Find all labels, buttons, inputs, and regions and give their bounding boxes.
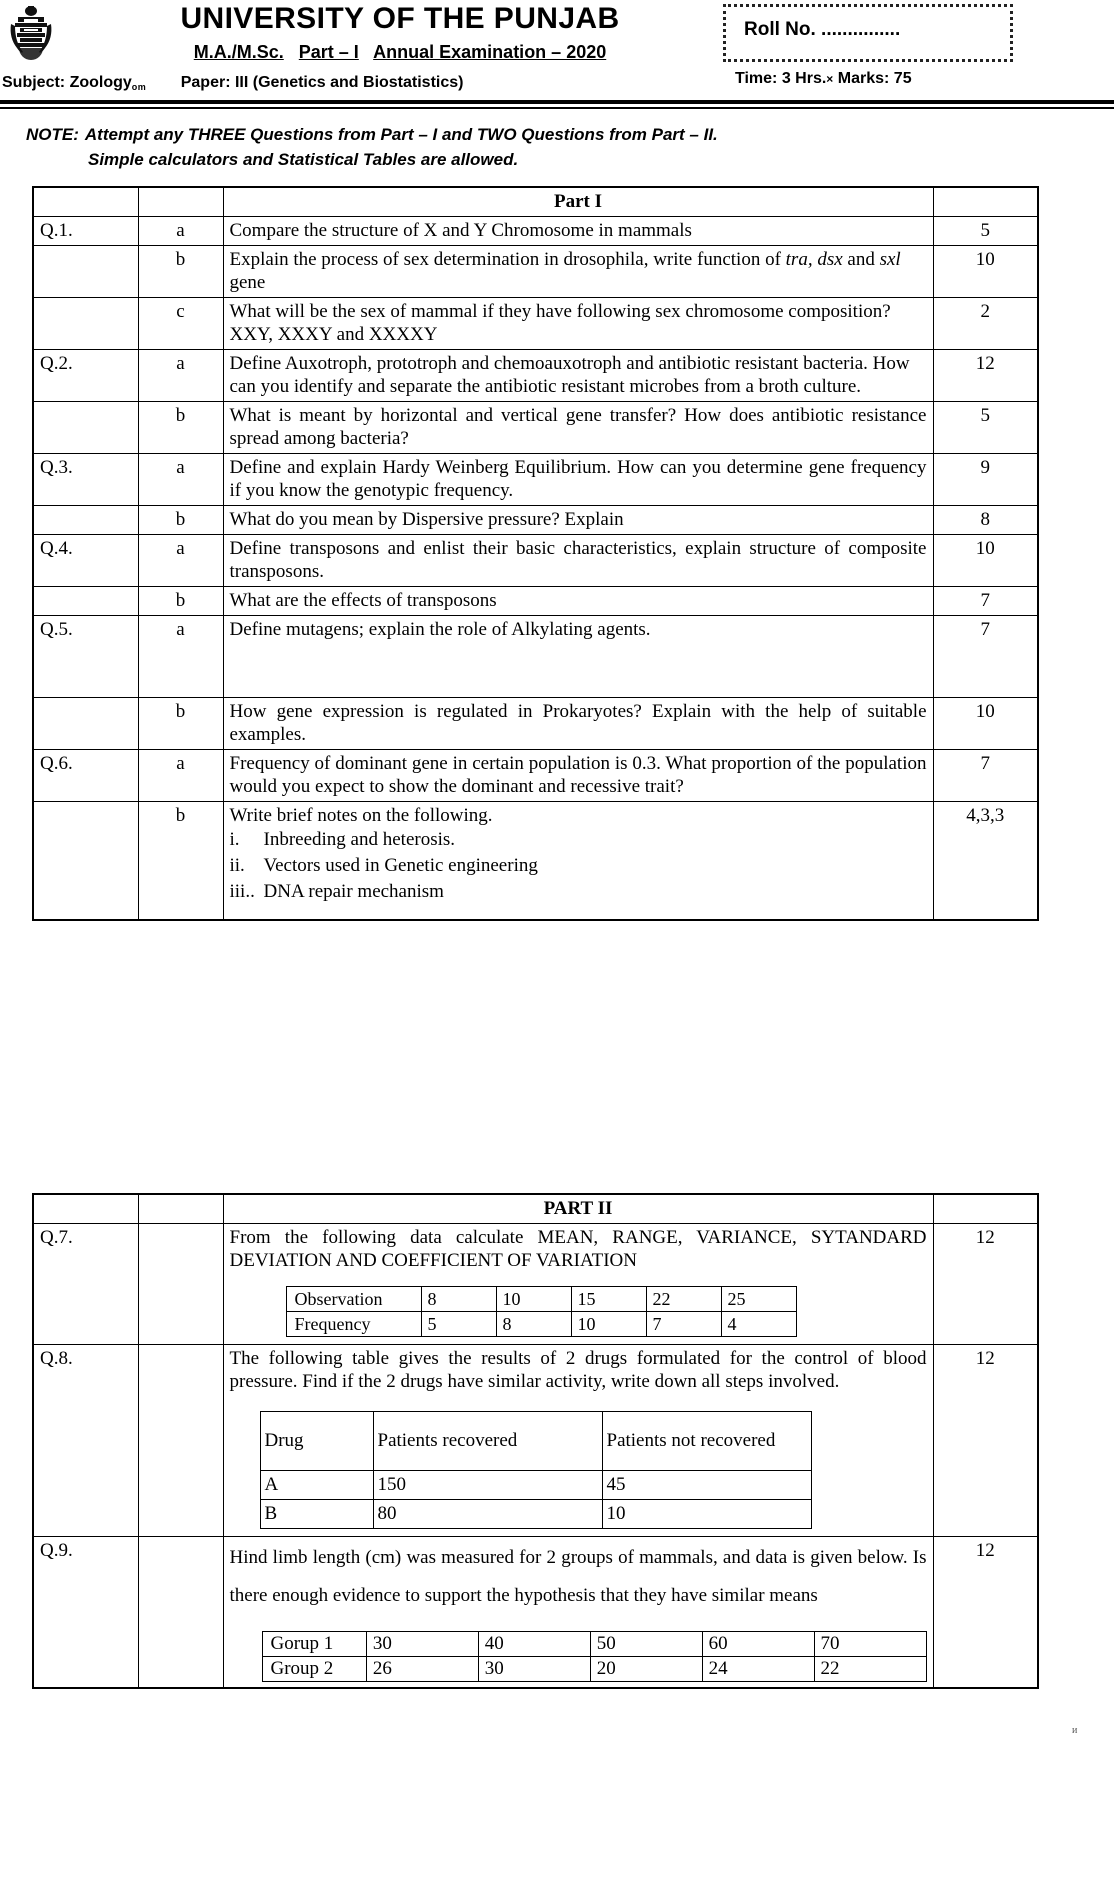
question-number	[33, 802, 138, 921]
paper-label: Paper: III (Genetics and Biostatistics)	[180, 74, 464, 91]
group-value: 30	[478, 1657, 590, 1682]
question-marks: 4,3,3	[933, 802, 1038, 921]
subject-line	[2, 74, 463, 92]
q1b-post: gene	[229, 272, 266, 293]
observation-value: 10	[496, 1287, 571, 1312]
frequency-value: 8	[496, 1312, 571, 1337]
q6b-intro: Write brief notes on the following.	[229, 805, 493, 826]
table-row	[33, 1537, 1038, 1689]
spacer-cell-part	[138, 1194, 223, 1224]
q1b-gene-1: tra, dsx	[785, 249, 843, 270]
question-marks: 12	[933, 1537, 1038, 1689]
question-marks: 8	[933, 506, 1038, 535]
subject-label: Subject: Zoology	[2, 74, 132, 91]
question-number	[33, 506, 138, 535]
question-part: a	[138, 217, 223, 246]
list-item-number: ii.	[229, 855, 245, 876]
part-2-table	[32, 1193, 1039, 1689]
question-part: b	[138, 506, 223, 535]
observation-value: 25	[721, 1287, 796, 1312]
question-body	[223, 802, 933, 921]
question-number: Q.6.	[33, 750, 138, 802]
question-body: What do you mean by Dispersive pressure? Explain	[223, 506, 933, 535]
question-marks: 5	[933, 402, 1038, 454]
exam-line	[90, 42, 710, 63]
time-marks-separator: ×	[826, 72, 834, 86]
header-divider	[0, 100, 1114, 109]
question-body: What will be the sex of mammal if they have following sex chromosome composition? XXY, XXXY and XXXXY	[223, 298, 933, 350]
question-marks: 7	[933, 750, 1038, 802]
question-body: How gene expression is regulated in Prokaryotes? Explain with the help of suitable examples.	[223, 698, 933, 750]
column-header-drug: Drug	[260, 1412, 373, 1471]
table-row	[286, 1287, 796, 1312]
frequency-value: 10	[571, 1312, 646, 1337]
table-row	[33, 454, 1038, 506]
question-marks: 9	[933, 454, 1038, 506]
question-marks: 2	[933, 298, 1038, 350]
divider-thick	[0, 100, 1114, 104]
exam-note	[26, 122, 1066, 172]
list-item	[230, 879, 927, 905]
observation-value: 15	[571, 1287, 646, 1312]
column-header-not-recovered: Patients not recovered	[602, 1412, 811, 1471]
part-1-table	[32, 186, 1039, 921]
time-label: Time: 3 Hrs.	[735, 70, 827, 87]
observation-value: 22	[646, 1287, 721, 1312]
spacer-cell-part	[138, 187, 223, 217]
question-number: Q.5.	[33, 616, 138, 698]
question-body	[223, 1345, 933, 1537]
question-number: Q.2.	[33, 350, 138, 402]
q6b-sublist	[230, 827, 927, 905]
question-body: Define transposons and enlist their basic characteristics, explain structure of composite transposons.	[223, 535, 933, 587]
group-value: 60	[702, 1632, 814, 1657]
frequency-label: Frequency	[286, 1312, 421, 1337]
question-part: b	[138, 802, 223, 921]
question-number: Q.7.	[33, 1224, 138, 1345]
question-part: b	[138, 587, 223, 616]
list-item-number: i.	[229, 829, 240, 850]
question-body	[223, 1224, 933, 1345]
exam-name: Annual Examination – 2020	[373, 42, 607, 62]
part-1-heading-row	[33, 187, 1038, 217]
page-header	[0, 0, 1114, 100]
q9-group-table	[262, 1631, 927, 1682]
table-row	[33, 506, 1038, 535]
question-number: Q.8.	[33, 1345, 138, 1537]
divider-thin	[0, 107, 1114, 109]
spacer-cell-q	[33, 1194, 138, 1224]
question-marks: 7	[933, 587, 1038, 616]
table-row	[33, 1345, 1038, 1537]
not-recovered-count: 45	[602, 1471, 811, 1500]
question-body	[223, 246, 933, 298]
table-row	[33, 246, 1038, 298]
not-recovered-count: 10	[602, 1500, 811, 1529]
q9-statement: Hind limb length (cm) was measured for 2 groups of mammals, and data is given below. Is there enough evidence to support the hypothesis that they have similar means	[229, 1547, 927, 1606]
question-number	[33, 698, 138, 750]
question-part: c	[138, 298, 223, 350]
spacer-cell-q	[33, 187, 138, 217]
subject-sub-mark: om	[131, 82, 147, 92]
question-body	[223, 1537, 933, 1689]
table-row	[33, 298, 1038, 350]
question-marks: 12	[933, 1224, 1038, 1345]
question-number: Q.4.	[33, 535, 138, 587]
question-marks: 10	[933, 535, 1038, 587]
table-row	[33, 587, 1038, 616]
frequency-value: 7	[646, 1312, 721, 1337]
question-part	[138, 1224, 223, 1345]
table-row	[286, 1312, 796, 1337]
table-row	[262, 1657, 926, 1682]
list-item-number: iii..	[229, 881, 255, 902]
part-2-heading: PART II	[223, 1194, 933, 1224]
q1b-gene-2: sxl	[879, 249, 901, 270]
question-part	[138, 1345, 223, 1537]
group-value: 40	[478, 1632, 590, 1657]
group-value: 30	[366, 1632, 478, 1657]
question-marks: 7	[933, 616, 1038, 698]
drug-name: A	[260, 1471, 373, 1500]
question-part: b	[138, 246, 223, 298]
table-row	[33, 1224, 1038, 1345]
question-part	[138, 1537, 223, 1689]
list-item	[230, 827, 927, 853]
question-body: Define Auxotroph, prototroph and chemoauxotroph and antibiotic resistant bacteria. How can you identify and separate the antibiotic resistant microbes from a broth culture.	[223, 350, 933, 402]
question-number: Q.3.	[33, 454, 138, 506]
question-body: Define and explain Hardy Weinberg Equilibrium. How can you determine gene frequency if you know the genotypic frequency.	[223, 454, 933, 506]
question-body: Compare the structure of X and Y Chromosome in mammals	[223, 217, 933, 246]
question-number	[33, 246, 138, 298]
part-1-heading: Part I	[223, 187, 933, 217]
frequency-value: 4	[721, 1312, 796, 1337]
table-row	[33, 535, 1038, 587]
question-number	[33, 402, 138, 454]
recovered-count: 150	[373, 1471, 602, 1500]
table-row	[33, 698, 1038, 750]
time-and-marks	[735, 70, 912, 88]
question-body: Define mutagens; explain the role of Alkylating agents.	[223, 616, 933, 698]
observation-label: Observation	[286, 1287, 421, 1312]
roll-no-label: Roll No. ...............	[744, 19, 901, 40]
question-body: Frequency of dominant gene in certain population is 0.3. What proportion of the population would you expect to show the dominant and recessive trait?	[223, 750, 933, 802]
question-marks: 12	[933, 1345, 1038, 1537]
marks-label: Marks: 75	[837, 70, 912, 87]
table-row	[33, 402, 1038, 454]
question-number	[33, 298, 138, 350]
question-marks: 12	[933, 350, 1038, 402]
q1b-pre: Explain the process of sex determination in drosophila, write function of	[229, 249, 786, 270]
part-2-heading-row	[33, 1194, 1038, 1224]
list-item	[230, 853, 927, 879]
q7-statement: From the following data calculate MEAN, RANGE, VARIANCE, SYTANDARD DEVIATION AND COEFFICIENT OF VARIATION	[229, 1227, 927, 1271]
q1b-mid: and	[842, 249, 880, 270]
group-value: 50	[590, 1632, 702, 1657]
list-item-label: Vectors used in Genetic engineering	[263, 855, 538, 876]
question-marks: 5	[933, 217, 1038, 246]
list-item-label: Inbreeding and heterosis.	[263, 829, 456, 850]
question-part: a	[138, 616, 223, 698]
spacer-cell-mark	[933, 1194, 1038, 1224]
recovered-count: 80	[373, 1500, 602, 1529]
column-header-recovered: Patients recovered	[373, 1412, 602, 1471]
exam-prefix: M.A./M.Sc.	[193, 42, 284, 62]
question-part: a	[138, 454, 223, 506]
q8-drug-table	[260, 1411, 812, 1529]
observation-value: 8	[421, 1287, 496, 1312]
table-row	[262, 1632, 926, 1657]
question-marks: 10	[933, 698, 1038, 750]
question-part: a	[138, 535, 223, 587]
question-body: What is meant by horizontal and vertical gene transfer? How does antibiotic resistance spread among bacteria?	[223, 402, 933, 454]
page-title: UNIVERSITY OF THE PUNJAB	[180, 2, 620, 35]
group-value: 22	[814, 1657, 926, 1682]
question-part: b	[138, 402, 223, 454]
group-value: 24	[702, 1657, 814, 1682]
question-part: b	[138, 698, 223, 750]
drug-name: B	[260, 1500, 373, 1529]
frequency-value: 5	[421, 1312, 496, 1337]
question-number	[33, 587, 138, 616]
group-value: 70	[814, 1632, 926, 1657]
question-number: Q.1.	[33, 217, 138, 246]
table-row	[260, 1500, 811, 1529]
group-label: Group 2	[262, 1657, 366, 1682]
question-marks: 10	[933, 246, 1038, 298]
list-item-label: DNA repair mechanism	[263, 881, 444, 902]
note-line-2: Simple calculators and Statistical Tables are allowed.	[88, 150, 519, 169]
table-row	[33, 217, 1038, 246]
spacer-cell-mark	[933, 187, 1038, 217]
exam-part: Part – I	[298, 42, 359, 62]
group-label: Gorup 1	[262, 1632, 366, 1657]
question-part: a	[138, 750, 223, 802]
q8-statement: The following table gives the results of 2 drugs formulated for the control of blood pressure. Find if the 2 drugs have similar activity, write down all steps involved.	[229, 1348, 927, 1392]
question-body: What are the effects of transposons	[223, 587, 933, 616]
university-crest-icon	[8, 4, 54, 66]
table-row	[33, 350, 1038, 402]
table-row	[33, 750, 1038, 802]
table-row	[33, 616, 1038, 698]
question-part: a	[138, 350, 223, 402]
table-row	[260, 1471, 811, 1500]
table-header-row	[260, 1412, 811, 1471]
note-label: NOTE:	[26, 125, 79, 144]
table-row	[33, 802, 1038, 921]
note-line-1: Attempt any THREE Questions from Part – I and TWO Questions from Part – II.	[84, 125, 718, 144]
scan-artifact-mark: ᴎ	[1072, 1725, 1078, 1736]
q7-frequency-table	[286, 1286, 797, 1337]
group-value: 26	[366, 1657, 478, 1682]
question-number: Q.9.	[33, 1537, 138, 1689]
group-value: 20	[590, 1657, 702, 1682]
